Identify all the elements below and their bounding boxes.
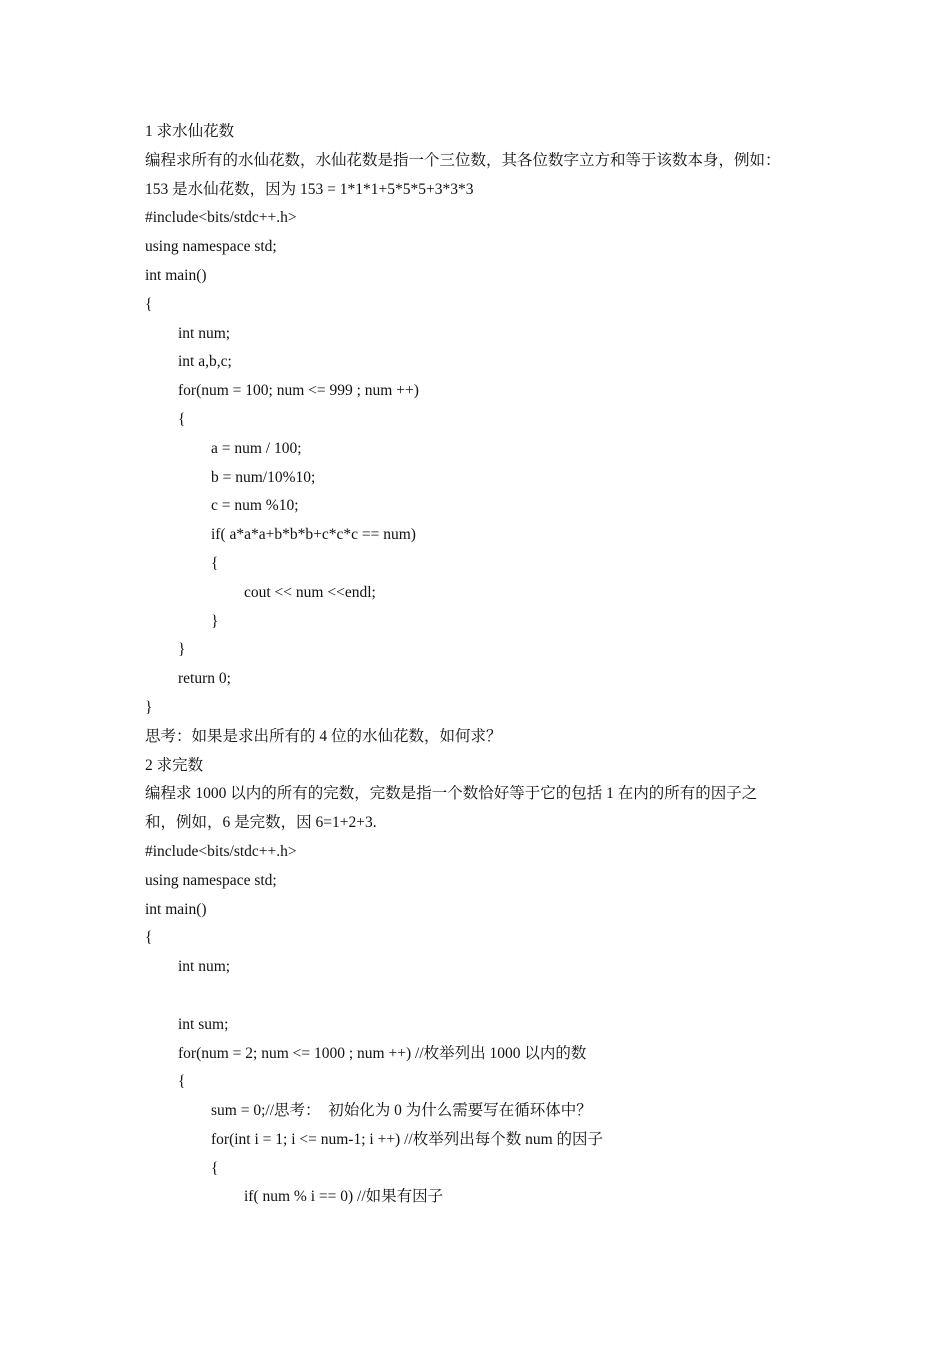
- blank-line: [145, 982, 825, 1011]
- code-line: a = num / 100;: [211, 439, 302, 457]
- code-line: }: [145, 698, 153, 716]
- code-line: int num;: [178, 324, 231, 342]
- code-line: }: [178, 641, 186, 659]
- thinking-question: 思考：如果是求出所有的 4 位的水仙花数，如何求？: [145, 727, 502, 745]
- code-line: int main(): [145, 900, 207, 918]
- code-line: int main(): [145, 266, 207, 284]
- code-line: sum = 0;//思考： 初始化为 0 为什么需要写在循环体中？: [211, 1102, 592, 1120]
- code-line: using namespace std;: [145, 238, 277, 256]
- code-line: int sum;: [178, 1015, 229, 1033]
- code-line: if( a*a*a+b*b*b+c*c*c == num): [211, 526, 416, 544]
- code-line: c = num %10;: [211, 497, 299, 515]
- code-line: cout << num <<endl;: [244, 583, 376, 601]
- code-line: {: [211, 1159, 219, 1177]
- code-line: using namespace std;: [145, 871, 277, 889]
- code-line: {: [178, 1073, 186, 1091]
- problem-description: 153 是水仙花数，因为 153 = 1*1*1+5*5*5+3*3*3: [145, 180, 474, 198]
- code-line: for(num = 2; num <= 1000 ; num ++) //枚举列出 1000 以内的数: [178, 1044, 587, 1062]
- document-content: [145, 118, 825, 1212]
- problem-description: 和，例如，6 是完数，因 6=1+2+3.: [145, 814, 377, 832]
- code-line: for(num = 100; num <= 999 ; num ++): [178, 382, 419, 400]
- section-heading: 1 求水仙花数: [145, 123, 235, 140]
- code-line: if( num % i == 0) //如果有因子: [244, 1188, 444, 1206]
- problem-description: 编程求所有的水仙花数，水仙花数是指一个三位数，其各位数字立方和等于该数本身，例如：: [145, 151, 781, 169]
- code-line: {: [211, 554, 219, 572]
- code-line: b = num/10%10;: [211, 468, 316, 486]
- code-line: {: [145, 929, 153, 947]
- code-line: for(int i = 1; i <= num-1; i ++) //枚举列出每个数 num 的因子: [211, 1130, 604, 1148]
- code-line: int num;: [178, 958, 231, 976]
- code-line: int a,b,c;: [178, 353, 232, 371]
- code-line: #include<bits/stdc++.h>: [145, 209, 297, 227]
- code-line: {: [145, 295, 153, 313]
- code-line: return 0;: [178, 670, 231, 688]
- problem-description: 编程求 1000 以内的所有的完数，完数是指一个数恰好等于它的包括 1 在内的所有的因子之: [145, 785, 758, 803]
- code-line: {: [178, 410, 186, 428]
- code-line: }: [211, 612, 219, 630]
- section-heading: 2 求完数: [145, 756, 204, 774]
- code-line: #include<bits/stdc++.h>: [145, 842, 297, 860]
